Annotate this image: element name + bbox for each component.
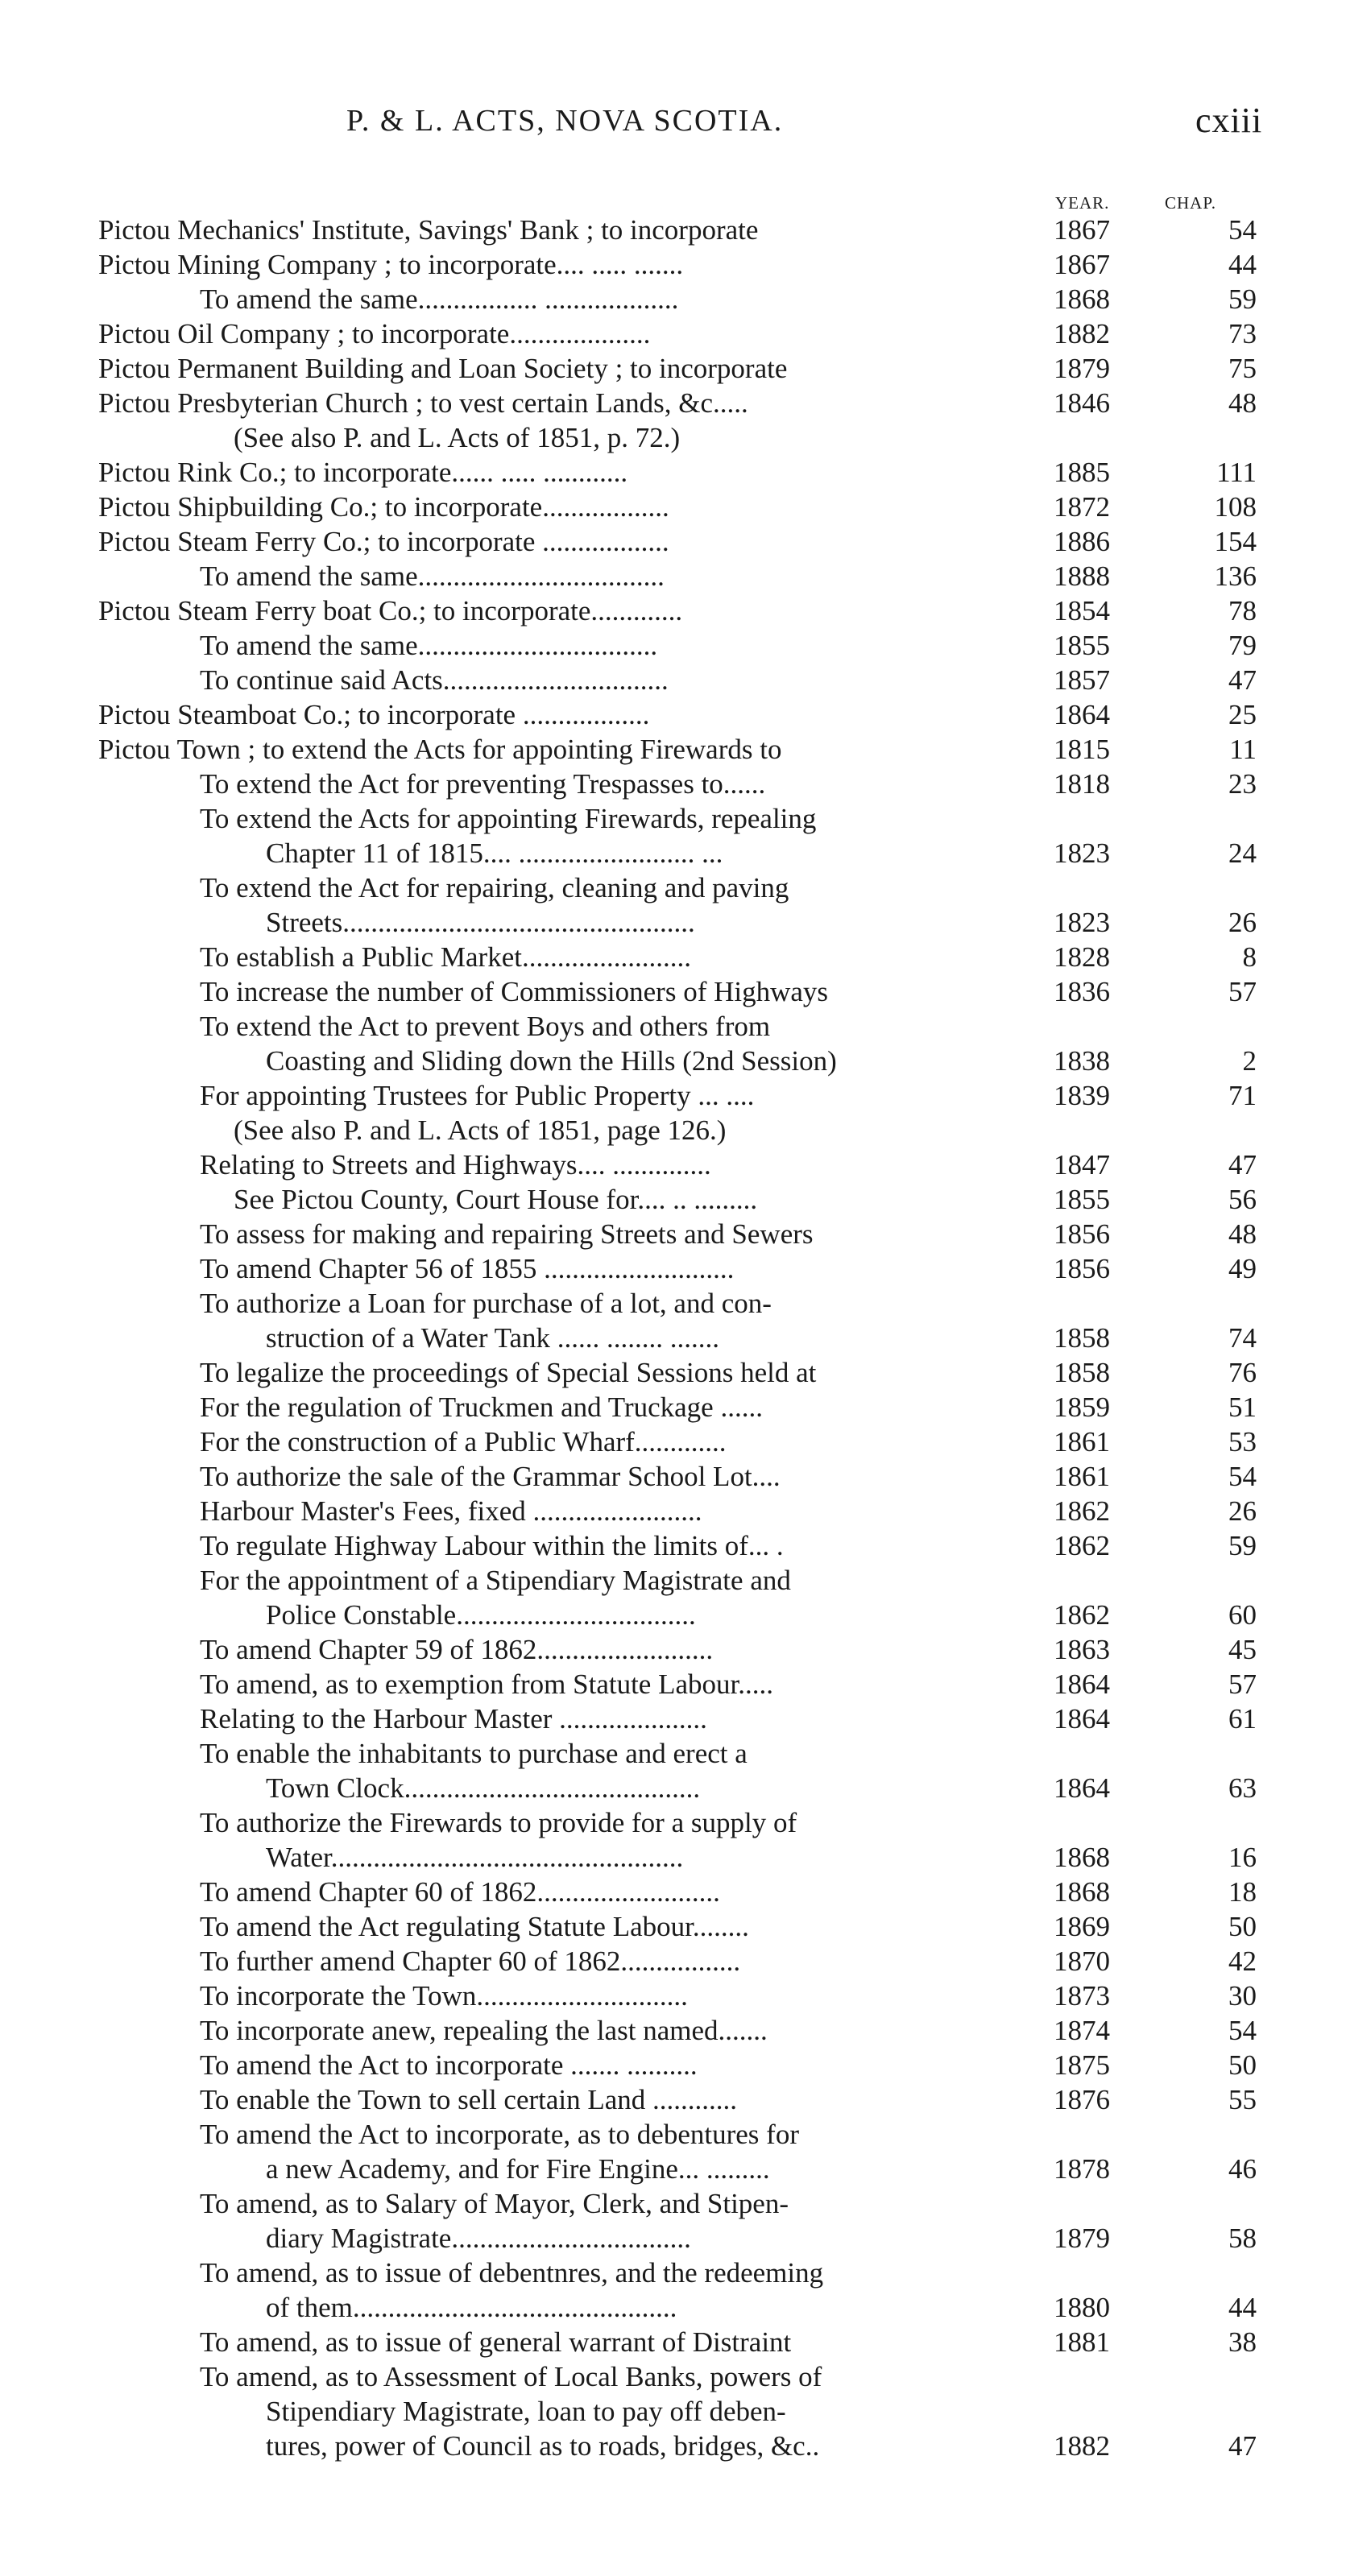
entry-year: 1870 [1054,1945,1110,1977]
entry-text: Pictou Mechanics' Institute, Savings' Bank ; to incorporate [98,214,759,246]
entry-year: 1872 [1054,491,1110,523]
entry-chapter: 23 [1228,768,1257,800]
entry-text: To amend Chapter 56 of 1855 ........................... [200,1253,735,1284]
entry-text: To amend, as to issue of debentnres, and the redeeming [200,2257,824,2289]
entry-text: Streets.................................................. [266,907,695,938]
entry-text: To amend, as to Salary of Mayor, Clerk, and Stipen- [200,2188,789,2219]
entry-chapter: 78 [1228,595,1257,626]
entry-line [0,247,1346,282]
entry-text: To regulate Highway Labour within the limits of... . [200,1530,784,1561]
entry-year: 1880 [1054,2292,1110,2323]
entry-line [0,2221,1346,2256]
entry-text: See Pictou County, Court House for.... .. ......... [234,1184,758,1215]
entry-chapter: 53 [1228,1426,1257,1458]
entry-text: Police Constable.................................. [266,1599,696,1631]
entry-text: For the construction of a Public Wharf............. [200,1426,727,1458]
entry-year: 1856 [1054,1218,1110,1250]
entry-year: 1864 [1054,1772,1110,1804]
entry-line [0,1424,1346,1459]
entry-text: To further amend Chapter 60 of 1862................. [200,1945,741,1977]
entry-text: To continue said Acts................................ [200,664,669,696]
entry-line [0,974,1346,1009]
entry-line [0,767,1346,801]
entry-line [0,1875,1346,1909]
entry-text: Harbour Master's Fees, fixed ........................ [200,1495,702,1527]
entry-line [0,524,1346,559]
entry-line [0,1113,1346,1147]
entry-line [0,559,1346,593]
entry-chapter: 63 [1228,1772,1257,1804]
entry-chapter: 24 [1228,837,1257,869]
entry-year: 1863 [1054,1634,1110,1665]
entry-text: To amend, as to exemption from Statute Labour..... [200,1668,773,1700]
entry-chapter: 57 [1228,976,1257,1007]
entry-chapter: 76 [1228,1357,1257,1388]
entry-line [0,1321,1346,1355]
entry-line [0,2152,1346,2186]
entry-text: diary Magistrate.................................. [266,2222,691,2254]
entry-chapter: 154 [1214,526,1257,557]
entry-year: 1856 [1054,1253,1110,1284]
entry-text: Town Clock.......................................... [266,1772,701,1804]
entry-line [0,2256,1346,2290]
entry-text: tures, power of Council as to roads, bridges, &c.. [266,2430,820,2462]
entry-year: 1836 [1054,976,1110,1007]
entry-text: Water.................................................. [266,1842,684,1873]
entry-year: 1823 [1054,907,1110,938]
entry-year: 1828 [1054,941,1110,973]
entry-year: 1861 [1054,1426,1110,1458]
entry-text: Relating to Streets and Highways.... .............. [200,1149,711,1180]
entry-line [0,2359,1346,2394]
entry-chapter: 44 [1228,249,1257,280]
entry-line [0,1355,1346,1390]
entry-line [0,905,1346,940]
entry-year: 1868 [1054,1842,1110,1873]
entry-year: 1815 [1054,734,1110,765]
entry-text: To extend the Acts for appointing Firewards, repealing [200,803,817,834]
entry-chapter: 57 [1228,1668,1257,1700]
entry-line [0,2394,1346,2429]
entry-year: 1873 [1054,1980,1110,2012]
entry-line [0,1009,1346,1044]
entry-chapter: 74 [1228,1322,1257,1354]
entry-chapter: 49 [1228,1253,1257,1284]
entry-text: Chapter 11 of 1815.... ......................... ... [266,837,723,869]
entry-chapter: 54 [1228,2015,1257,2046]
entry-text: Pictou Oil Company ; to incorporate.................... [98,318,651,349]
entry-text: To amend the Act regulating Statute Labour........ [200,1911,749,1942]
entry-line [0,628,1346,663]
entry-line [0,870,1346,905]
entry-chapter: 54 [1228,1461,1257,1492]
entries-list [0,213,1346,2463]
entry-year: 1879 [1054,353,1110,384]
entry-year: 1855 [1054,1184,1110,1215]
entry-chapter: 75 [1228,353,1257,384]
entry-chapter: 51 [1228,1391,1257,1423]
entry-text: To amend the same................. ................... [200,283,679,315]
entry-year: 1847 [1054,1149,1110,1180]
entry-year: 1867 [1054,214,1110,246]
entry-chapter: 136 [1214,560,1257,592]
entry-chapter: 42 [1228,1945,1257,1977]
entry-text: (See also P. and L. Acts of 1851, p. 72.) [234,422,681,453]
entry-year: 1823 [1054,837,1110,869]
entry-line [0,732,1346,767]
entry-year: 1859 [1054,1391,1110,1423]
entry-text: To amend the Act to incorporate ....... .......... [200,2049,698,2081]
entry-line [0,1944,1346,1979]
entry-year: 1874 [1054,2015,1110,2046]
entry-line [0,1390,1346,1424]
entry-year: 1858 [1054,1322,1110,1354]
entry-line [0,1044,1346,1078]
entry-year: 1888 [1054,560,1110,592]
entry-year: 1869 [1054,1911,1110,1942]
entry-chapter: 59 [1228,1530,1257,1561]
entry-chapter: 26 [1228,907,1257,938]
entry-year: 1838 [1054,1045,1110,1077]
entry-line [0,1528,1346,1563]
entry-text: To incorporate anew, repealing the last named....... [200,2015,768,2046]
entry-line [0,2082,1346,2117]
entry-text: To amend Chapter 60 of 1862.......................... [200,1876,720,1908]
entry-chapter: 61 [1228,1703,1257,1735]
entry-text: To establish a Public Market........................ [200,941,691,973]
entry-text: To increase the number of Commissioners of Highways [200,976,829,1007]
entry-line [0,1459,1346,1494]
entry-chapter: 59 [1228,283,1257,315]
running-title: P. & L. ACTS, NOVA SCOTIA. [346,104,784,138]
entry-text: Pictou Rink Co.; to incorporate...... ..... ............ [98,457,628,488]
entry-line [0,1147,1346,1182]
entry-line [0,663,1346,697]
entry-text: of them.............................................. [266,2292,677,2323]
entry-text: To enable the inhabitants to purchase and erect a [200,1738,748,1769]
entry-text: To amend, as to Assessment of Local Banks, powers of [200,2361,822,2392]
entry-line [0,455,1346,490]
page-number: cxiii [1195,101,1263,140]
entry-line [0,1667,1346,1701]
entry-line [0,1701,1346,1736]
entry-chapter: 56 [1228,1184,1257,1215]
entry-text: Pictou Permanent Building and Loan Society ; to incorporate [98,353,788,384]
entry-text: To amend Chapter 59 of 1862......................... [200,1634,714,1665]
entry-year: 1878 [1054,2153,1110,2185]
entry-year: 1862 [1054,1599,1110,1631]
entry-text: Pictou Town ; to extend the Acts for appointing Firewards to [98,734,782,765]
entry-chapter: 108 [1214,491,1257,523]
entry-chapter: 47 [1228,1149,1257,1180]
entry-line [0,2325,1346,2359]
entry-chapter: 50 [1228,1911,1257,1942]
entry-year: 1885 [1054,457,1110,488]
entry-text: Pictou Mining Company ; to incorporate.... ..... ....... [98,249,684,280]
entry-text: (See also P. and L. Acts of 1851, page 126.) [234,1114,727,1146]
entry-line [0,1078,1346,1113]
page-header [0,103,1346,151]
entry-line [0,1909,1346,1944]
entry-text: To amend the same.................................. [200,630,658,661]
entry-chapter: 47 [1228,664,1257,696]
entry-chapter: 73 [1228,318,1257,349]
entry-chapter: 26 [1228,1495,1257,1527]
entry-line [0,282,1346,316]
entry-chapter: 79 [1228,630,1257,661]
entry-line [0,1632,1346,1667]
entry-chapter: 48 [1228,1218,1257,1250]
entry-text: Pictou Presbyterian Church ; to vest certain Lands, &c..... [98,387,748,419]
entry-text: To authorize a Loan for purchase of a lot, and con- [200,1288,772,1319]
entry-line [0,1217,1346,1251]
entry-year: 1879 [1054,2222,1110,2254]
entry-line [0,1251,1346,1286]
entry-chapter: 18 [1228,1876,1257,1908]
entry-chapter: 48 [1228,387,1257,419]
entry-year: 1855 [1054,630,1110,661]
entry-year: 1864 [1054,1703,1110,1735]
entry-line [0,2290,1346,2325]
entry-year: 1864 [1054,699,1110,730]
entry-line [0,386,1346,420]
year-column-header: YEAR. [1055,193,1110,213]
entry-text: struction of a Water Tank ...... ........ ....... [266,1322,720,1354]
entry-text: Relating to the Harbour Master ..................... [200,1703,707,1735]
entry-line [0,490,1346,524]
entry-chapter: 58 [1228,2222,1257,2254]
entry-chapter: 71 [1228,1080,1257,1111]
entry-year: 1882 [1054,2430,1110,2462]
entry-year: 1857 [1054,664,1110,696]
entry-year: 1858 [1054,1357,1110,1388]
entry-text: To extend the Act for repairing, cleaning and paving [200,872,789,903]
entry-line [0,836,1346,870]
entry-year: 1839 [1054,1080,1110,1111]
entry-chapter: 50 [1228,2049,1257,2081]
entry-text: For appointing Trustees for Public Property ... .... [200,1080,755,1111]
entry-text: To extend the Act to prevent Boys and others from [200,1011,771,1042]
entry-line [0,2186,1346,2221]
entry-line [0,420,1346,455]
entry-line [0,1598,1346,1632]
entry-text: For the appointment of a Stipendiary Magistrate and [200,1565,791,1596]
entry-line [0,1736,1346,1771]
entry-year: 1868 [1054,283,1110,315]
entry-line [0,1494,1346,1528]
entry-chapter: 16 [1228,1842,1257,1873]
entry-chapter: 11 [1229,734,1257,765]
entry-line [0,1182,1346,1217]
entry-year: 1818 [1054,768,1110,800]
entry-text: Pictou Steam Ferry Co.; to incorporate .................. [98,526,669,557]
entry-year: 1868 [1054,1876,1110,1908]
entry-text: Pictou Shipbuilding Co.; to incorporate.................. [98,491,669,523]
entry-line [0,2117,1346,2152]
entry-text: For the regulation of Truckmen and Truckage ...... [200,1391,763,1423]
entry-chapter: 111 [1216,457,1257,488]
entry-year: 1854 [1054,595,1110,626]
entry-year: 1867 [1054,249,1110,280]
entry-line [0,1840,1346,1875]
entry-chapter: 44 [1228,2292,1257,2323]
entry-line [0,2013,1346,2048]
entry-text: To authorize the Firewards to provide for a supply of [200,1807,797,1838]
entry-line [0,1805,1346,1840]
entry-year: 1846 [1054,387,1110,419]
entry-year: 1886 [1054,526,1110,557]
entry-text: Pictou Steam Ferry boat Co.; to incorporate............. [98,595,683,626]
entry-text: Coasting and Sliding down the Hills (2nd Session) [266,1045,837,1077]
entry-text: To enable the Town to sell certain Land ............ [200,2084,738,2115]
entry-text: To assess for making and repairing Streets and Sewers [200,1218,814,1250]
entry-line [0,593,1346,628]
entry-year: 1862 [1054,1530,1110,1561]
entry-chapter: 47 [1228,2430,1257,2462]
entry-line [0,801,1346,836]
entry-line [0,1563,1346,1598]
entry-year: 1882 [1054,318,1110,349]
entry-line [0,697,1346,732]
entry-text: To legalize the proceedings of Special Sessions held at [200,1357,817,1388]
entry-year: 1861 [1054,1461,1110,1492]
entry-year: 1875 [1054,2049,1110,2081]
entry-chapter: 46 [1228,2153,1257,2185]
entry-line [0,213,1346,247]
entry-chapter: 38 [1228,2326,1257,2358]
entry-year: 1881 [1054,2326,1110,2358]
entry-chapter: 55 [1228,2084,1257,2115]
entry-chapter: 45 [1228,1634,1257,1665]
entry-text: To authorize the sale of the Grammar School Lot.... [200,1461,781,1492]
entry-chapter: 25 [1228,699,1257,730]
entry-text: a new Academy, and for Fire Engine... ......... [266,2153,770,2185]
entry-line [0,2429,1346,2463]
entry-chapter: 54 [1228,214,1257,246]
entry-text: Pictou Steamboat Co.; to incorporate .................. [98,699,650,730]
entry-text: To incorporate the Town.............................. [200,1980,688,2012]
entry-line [0,1771,1346,1805]
entry-text: To amend the Act to incorporate, as to debentures for [200,2119,799,2150]
entry-line [0,316,1346,351]
entry-line [0,940,1346,974]
entry-text: To amend, as to issue of general warrant of Distraint [200,2326,792,2358]
entry-text: To extend the Act for preventing Trespasses to...... [200,768,766,800]
entry-text: Stipendiary Magistrate, loan to pay off deben- [266,2396,786,2427]
entry-chapter: 2 [1242,1045,1257,1077]
entry-chapter: 60 [1228,1599,1257,1631]
entry-line [0,1979,1346,2013]
entry-year: 1876 [1054,2084,1110,2115]
entry-line [0,2048,1346,2082]
entry-year: 1864 [1054,1668,1110,1700]
entry-year: 1862 [1054,1495,1110,1527]
entry-line [0,351,1346,386]
entry-line [0,1286,1346,1321]
entry-chapter: 30 [1228,1980,1257,2012]
entry-text: To amend the same................................... [200,560,665,592]
chap-column-header: CHAP. [1165,193,1216,213]
entry-chapter: 8 [1242,941,1257,973]
